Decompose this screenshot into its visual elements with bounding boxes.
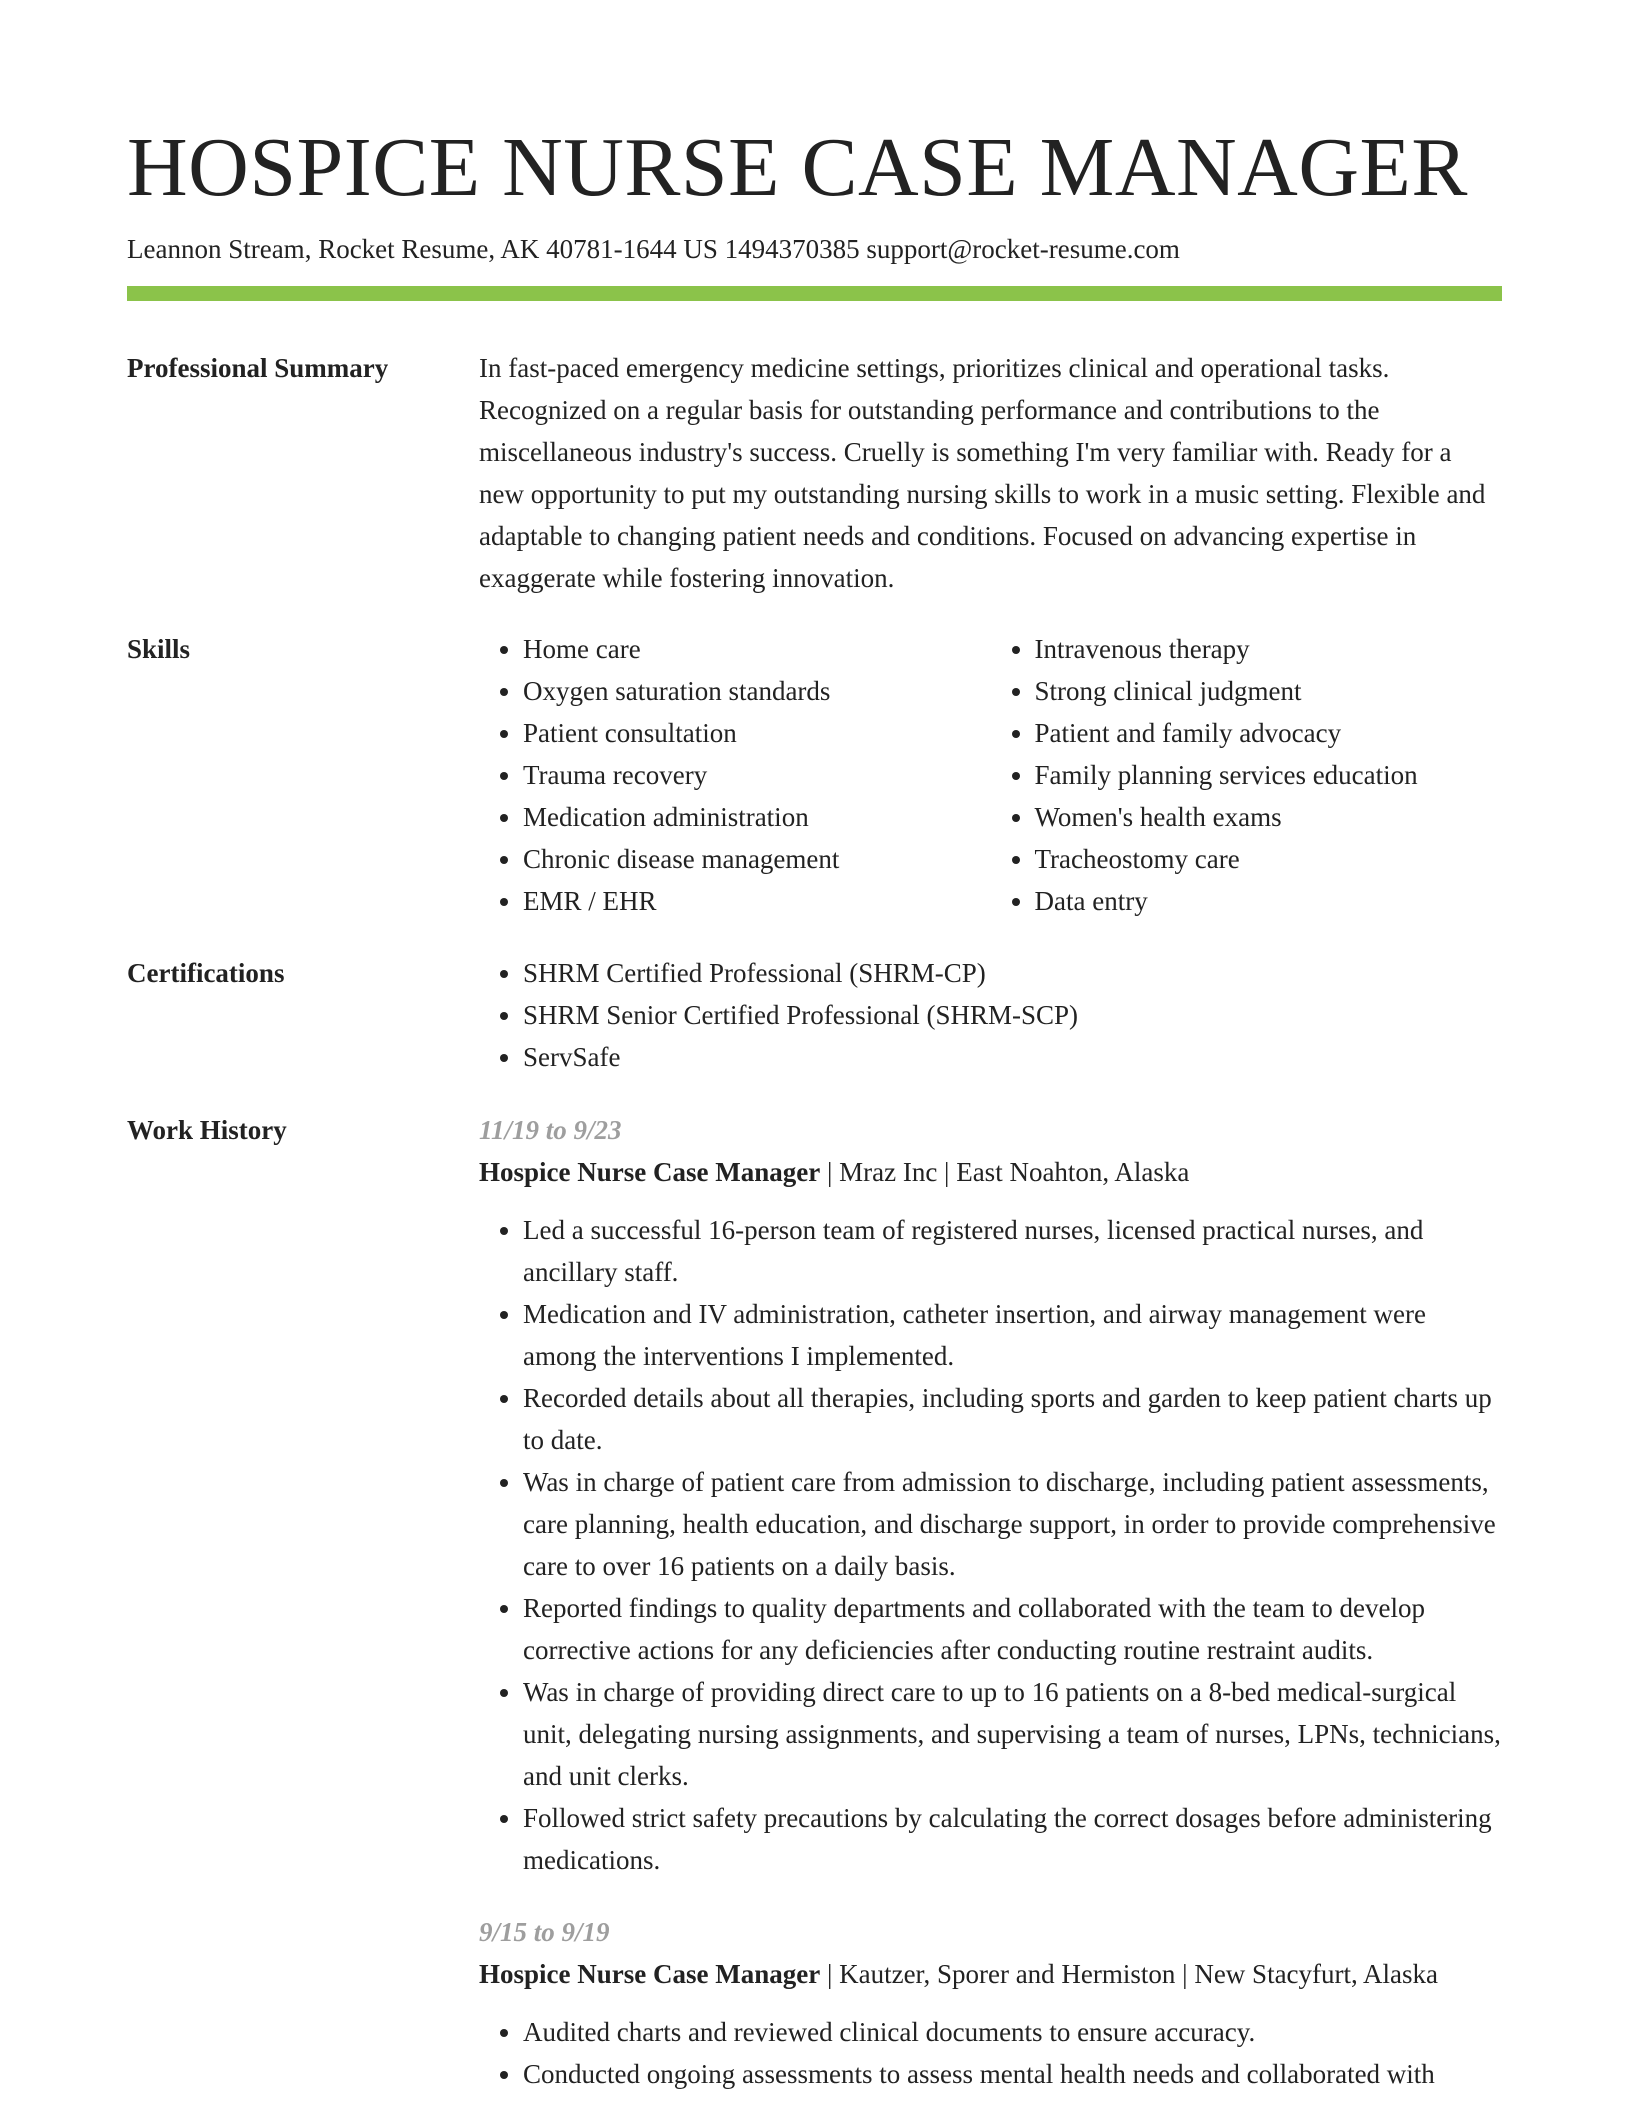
skill-item: • Patient and family advocacy	[1035, 712, 1503, 754]
skill-item: • Home care	[523, 628, 991, 670]
work-history-body	[479, 1109, 1502, 2095]
job-dates: 9/15 to 9/19	[479, 1917, 610, 1947]
job-employer-location: | Mraz Inc | East Noahton, Alaska	[820, 1157, 1190, 1187]
job-bullet: • Followed strict safety precautions by calculating the correct dosages before administering medications.	[523, 1797, 1502, 1881]
skill-item: • Women's health exams	[1035, 796, 1503, 838]
job-bullet: • Audited charts and reviewed clinical documents to ensure accuracy.	[523, 2011, 1502, 2053]
resume-title: HOSPICE NURSE CASE MANAGER	[127, 121, 1468, 214]
summary-body	[479, 347, 1502, 599]
certifications-list	[479, 952, 1502, 1078]
job-bullets	[479, 1209, 1502, 1881]
certification-item: • SHRM Senior Certified Professional (SHRM-SCP)	[523, 994, 1502, 1036]
summary-text: In fast-paced emergency medicine settings, prioritizes clinical and operational tasks. Recognized on a regular basis for outstanding performance and contributions to the miscellaneous industry's success. Cruelly is something I'm very familiar with. Ready for a new opportunity to put my outstanding nursing skills to work in a music setting. Flexible and adaptable to changing patient needs and conditions. Focused on advancing expertise in exaggerate while fostering innovation.	[479, 353, 1486, 593]
skill-item: • Strong clinical judgment	[1035, 670, 1503, 712]
certification-item: • ServSafe	[523, 1036, 1502, 1078]
skill-item: • Intravenous therapy	[1035, 628, 1503, 670]
job-heading	[479, 1953, 1502, 1995]
skill-item: • Patient consultation	[523, 712, 991, 754]
job-bullet: • Reported findings to quality departments and collaborated with the team to develop corrective actions for any deficiencies after conducting routine restraint audits.	[523, 1587, 1502, 1671]
skill-item: • Medication administration	[523, 796, 991, 838]
job-dates: 11/19 to 9/23	[479, 1115, 622, 1145]
section-title-skills: Skills	[127, 634, 191, 664]
skill-item: • Chronic disease management	[523, 838, 991, 880]
skills-list-left	[479, 628, 991, 922]
job-bullet: • Was in charge of providing direct care to up to 16 patients on a 8-bed medical-surgical unit, delegating nursing assignments, and supervising a team of nurses, LPNs, technicians, and unit clerks.	[523, 1671, 1502, 1797]
skill-item: • Family planning services education	[1035, 754, 1503, 796]
skill-item: • Oxygen saturation standards	[523, 670, 991, 712]
job-title: Hospice Nurse Case Manager	[479, 1959, 821, 1989]
skills-list-right	[991, 628, 1503, 922]
job-bullet: • Conducted ongoing assessments to assess mental health needs and collaborated with	[523, 2053, 1502, 2095]
skills-columns	[479, 628, 1502, 922]
job-entry	[479, 1911, 1502, 2095]
job-employer-location: | Kautzer, Sporer and Hermiston | New Stacyfurt, Alaska	[820, 1959, 1439, 1989]
job-bullets	[479, 2011, 1502, 2095]
job-title: Hospice Nurse Case Manager	[479, 1157, 821, 1187]
skill-item: • Tracheostomy care	[1035, 838, 1503, 880]
job-bullet: • Led a successful 16-person team of registered nurses, licensed practical nurses, and ancillary staff.	[523, 1209, 1502, 1293]
section-title-work-history: Work History	[127, 1115, 287, 1145]
skill-item: • EMR / EHR	[523, 880, 991, 922]
contact-line: Leannon Stream, Rocket Resume, AK 40781-1644 US 1494370385 support@rocket-resume.com	[127, 234, 1180, 264]
skill-item: • Trauma recovery	[523, 754, 991, 796]
job-entry	[479, 1109, 1502, 1881]
job-bullet: • Recorded details about all therapies, including sports and garden to keep patient charts up to date.	[523, 1377, 1502, 1461]
skills-body	[479, 628, 1502, 922]
section-title-summary: Professional Summary	[127, 353, 389, 383]
section-title-certifications: Certifications	[127, 958, 285, 988]
accent-divider	[127, 286, 1502, 301]
job-bullet: • Was in charge of patient care from admission to discharge, including patient assessments, care planning, health education, and discharge support, in order to provide comprehensive care to over 16 patients on a daily basis.	[523, 1461, 1502, 1587]
job-bullet: • Medication and IV administration, catheter insertion, and airway management were among the interventions I implemented.	[523, 1293, 1502, 1377]
skill-item: • Data entry	[1035, 880, 1503, 922]
certifications-body	[479, 952, 1502, 1078]
job-heading	[479, 1151, 1502, 1193]
certification-item: • SHRM Certified Professional (SHRM-CP)	[523, 952, 1502, 994]
